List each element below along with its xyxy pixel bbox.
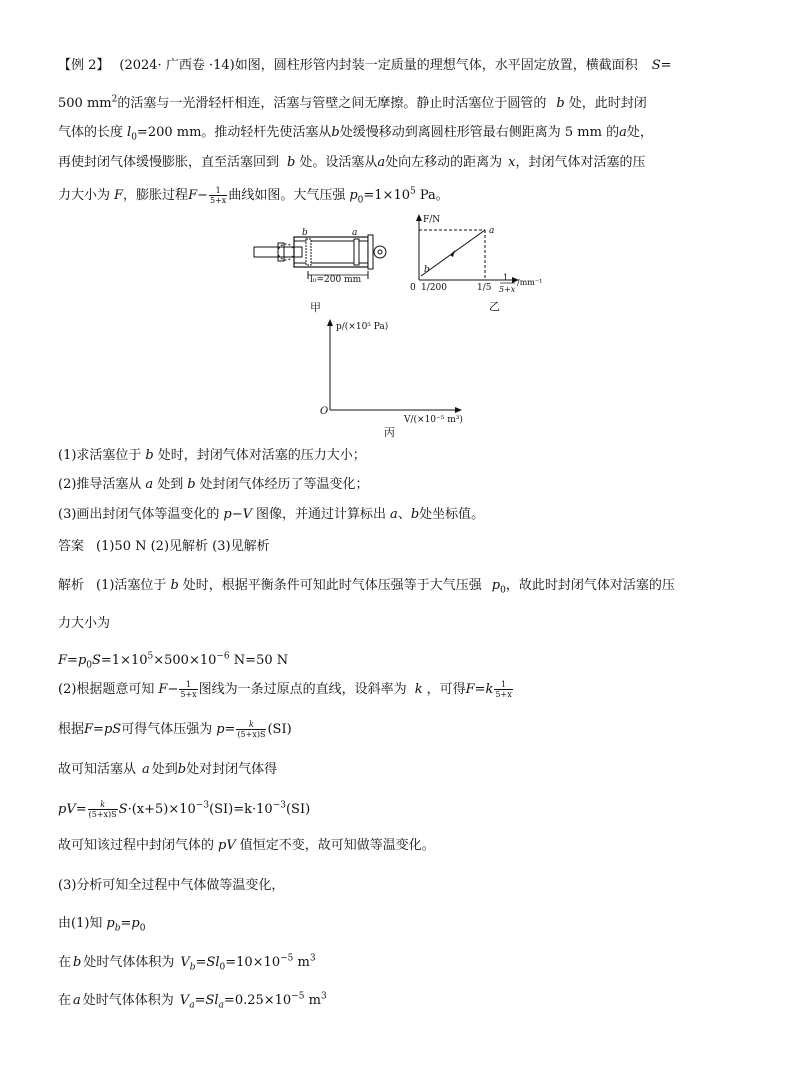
solution-text: ×500×10 bbox=[153, 653, 217, 668]
solution-line-1: 解析 (1)活塞位于 b 处时，根据平衡条件可知此时气体压强等于大气压强 $p_0$，故此时封闭气体对活塞的压 bbox=[58, 578, 675, 596]
problem-text: ，膨胀过程 bbox=[123, 188, 189, 203]
solution-text: 处到 bbox=[151, 762, 178, 777]
yi-point-b: b bbox=[424, 265, 430, 275]
jia-label-a: a bbox=[352, 228, 358, 238]
problem-text: 处。设活塞从 bbox=[299, 155, 378, 170]
solution-text: 处时气体体积为 bbox=[83, 955, 175, 970]
solution-line-7: pV= $\frac{k}{(5+x)S}$ $S\cdot(x+5)\times 10^{-3}(SI)=k\cdot 10^{-3}(SI)$ bbox=[58, 800, 311, 819]
area-value: 500 mm bbox=[58, 96, 112, 111]
problem-text: 再使封闭气体缓慢膨胀，直至活塞回到 bbox=[58, 155, 280, 170]
problem-text: 的活塞与一光滑轻杆相连，活塞与管壁之间无摩擦。静止时活塞位于圆管的 bbox=[117, 96, 547, 111]
answer-line bbox=[58, 537, 270, 557]
answer-label: 答案 bbox=[58, 539, 85, 554]
solution-text: 由(1)知 bbox=[58, 916, 103, 931]
jia-label-b: b bbox=[302, 228, 308, 238]
yi-origin: 0 bbox=[410, 283, 416, 293]
area-symbol: S= bbox=[651, 58, 672, 73]
yi-x-axis-unit: /mm⁻¹ bbox=[517, 278, 543, 287]
solution-line-3: $F=p_0S=1\times 10^5\times 500\times 10^{-6}$ N=50 N bbox=[58, 651, 289, 671]
solution-text: =1×10 bbox=[100, 653, 148, 668]
solution-text: (SI)=k·10 bbox=[209, 802, 273, 817]
solution-text: 故可知活塞从 bbox=[58, 762, 137, 777]
question-text: (3)画出封闭气体等温变化的 bbox=[58, 507, 220, 522]
figure-yi-graph bbox=[405, 212, 565, 312]
solution-text: N=50 N bbox=[229, 653, 289, 668]
solution-text: 处时，根据平衡条件可知此时气体压强等于大气压强 bbox=[182, 578, 482, 593]
solution-label: 解析 bbox=[58, 578, 85, 593]
problem-text: 处缓慢移动到离圆柱形管最右侧距离为 5 mm 的 bbox=[339, 125, 620, 140]
problem-text: 气体的长度 bbox=[58, 125, 124, 140]
problem-source: (2024· 广西卷 ·14) bbox=[119, 58, 235, 73]
solution-text: 在 bbox=[58, 955, 72, 970]
figure-bing-axes bbox=[312, 316, 492, 441]
solution-text: =10×10 bbox=[225, 955, 281, 970]
solution-line-4: (2)根据题意可知 F− $\frac{1}{5+x}$ 图线为一条过原点的直线，设斜率为 k ，可得F=k $\frac{1}{5+x}$ bbox=[58, 680, 512, 699]
solution-text: 值恒定不变，故可知做等温变化。 bbox=[239, 838, 435, 853]
solution-text: =0.25×10 bbox=[223, 993, 292, 1008]
solution-text: (SI) bbox=[285, 802, 311, 817]
figure-yi-caption: 乙 bbox=[489, 300, 500, 312]
solution-text: 力大小为 bbox=[58, 616, 111, 631]
question-text: 图像，并通过计算标出 bbox=[256, 507, 387, 522]
problem-text: 力大小为 bbox=[58, 188, 111, 203]
problem-text: 处向左移动的距离为 bbox=[385, 155, 503, 170]
problem-line-2: 500 $mm^2$的活塞与一光滑轻杆相连，活塞与管壁之间无摩擦。静止时活塞位于圆管的 b 处，此时封闭 bbox=[58, 94, 647, 111]
bing-origin: O bbox=[320, 406, 329, 417]
solution-line-5: 根据F=pS可得气体压强为 p= $\frac{k}{(5+x)S}$ (SI) bbox=[58, 720, 292, 739]
problem-text: 如图，圆柱形管内封装一定质量的理想气体，水平固定放置，横截面积 bbox=[234, 58, 638, 73]
problem-text: 处，此时封闭 bbox=[568, 96, 647, 111]
solution-text: ，可得 bbox=[426, 682, 466, 697]
solution-text: 在 bbox=[58, 993, 72, 1008]
yi-tick-2: 1/5 bbox=[477, 283, 492, 293]
solution-text: 图线为一条过原点的直线，设斜率为 bbox=[198, 682, 407, 697]
question-2: (2)推导活塞从 a 处到 b 处封闭气体经历了等温变化； bbox=[58, 477, 369, 492]
yi-x-axis-num: 1 bbox=[503, 273, 509, 282]
problem-line-5: 力大小为 F，膨胀过程F− $\frac{1}{5+x}$ 曲线如图。大气压强 $p_0=1\times 10^5$ Pa。 bbox=[58, 186, 449, 206]
example-tag: 【例 2】 bbox=[58, 58, 110, 73]
solution-line-12: 在 a 处时气体体积为 $V_a=Sl_a=0.25\times 10^{-5}$ $m^3$ bbox=[58, 991, 327, 1011]
question-text: 处时，封闭气体对活塞的压力大小； bbox=[157, 448, 366, 463]
yi-point-a: a bbox=[489, 226, 495, 236]
solution-text: ，故此时封闭气体对活塞的压 bbox=[505, 578, 675, 593]
jia-length-label: l₀=200 mm bbox=[310, 275, 362, 285]
solution-text: m bbox=[293, 955, 310, 970]
question-text: (1)求活塞位于 bbox=[58, 448, 142, 463]
solution-text: 根据 bbox=[58, 722, 85, 737]
answer-text: (1)50 N (2)见解析 (3)见解析 bbox=[96, 539, 270, 554]
problem-text: 曲线如图。大气压强 bbox=[228, 188, 346, 203]
solution-text: (1)活塞位于 bbox=[96, 578, 167, 593]
question-text: 处到 bbox=[157, 477, 184, 492]
question-text: 处封闭气体经历了等温变化； bbox=[199, 477, 369, 492]
yi-tick-1: 1/200 bbox=[421, 283, 447, 293]
solution-line-10: 由(1)知 $p_b=p_0$ bbox=[58, 916, 146, 934]
yi-y-axis-label: F/N bbox=[423, 215, 441, 225]
solution-text: 可得气体压强为 bbox=[121, 722, 213, 737]
figure-bing-caption: 丙 bbox=[384, 426, 395, 439]
solution-text: (SI) bbox=[267, 722, 292, 737]
bing-x-axis-label: V/(×10⁻⁵ m³) bbox=[404, 415, 463, 425]
problem-line-4: 再使封闭气体缓慢膨胀，直至活塞回到 b 处。设活塞从a处向左移动的距离为 x，封闭气体对活塞的压 bbox=[58, 155, 646, 170]
solution-text: 处对封闭气体得 bbox=[186, 762, 278, 777]
solution-text: (3)分析可知全过程中气体做等温变化， bbox=[58, 878, 285, 893]
solution-line-6: 故可知活塞从 a 处到b处对封闭气体得 bbox=[58, 762, 278, 777]
problem-text: =200 mm。推动轻杆先使活塞从 bbox=[136, 125, 332, 140]
problem-text: =1×10 bbox=[363, 188, 410, 203]
problem-text: 处， bbox=[626, 125, 653, 140]
figure-jia-apparatus bbox=[250, 225, 390, 315]
solution-text: ·(x+5)×10 bbox=[127, 802, 196, 817]
problem-text: Pa。 bbox=[415, 188, 449, 203]
solution-text: 处时气体体积为 bbox=[82, 993, 174, 1008]
problem-text: ，封闭气体对活塞的压 bbox=[515, 155, 646, 170]
solution-text: 故可知该过程中封闭气体的 bbox=[58, 838, 215, 853]
solution-line-11: 在 b 处时气体体积为 $V_b=Sl_0=10\times 10^{-5}$ $m^3$ bbox=[58, 953, 316, 973]
figure-jia-caption: 甲 bbox=[310, 301, 321, 314]
problem-line-3: 气体的长度 $l_0=200$ mm。推动轻杆先使活塞从b处缓慢移动到离圆柱形管最右侧距离为 5 mm 的a处， bbox=[58, 125, 653, 143]
solution-text: m bbox=[304, 993, 321, 1008]
problem-line-1 bbox=[58, 56, 672, 76]
bing-y-axis-label: p/(×10⁵ Pa) bbox=[336, 322, 389, 332]
solution-line-9 bbox=[58, 876, 284, 896]
question-text: 处坐标值。 bbox=[419, 507, 485, 522]
question-1: (1)求活塞位于 b 处时，封闭气体对活塞的压力大小； bbox=[58, 448, 366, 463]
yi-x-axis-den: 5+x bbox=[499, 285, 516, 294]
solution-line-8: 故可知该过程中封闭气体的 pV 值恒定不变，故可知做等温变化。 bbox=[58, 838, 435, 853]
question-3: (3)画出封闭气体等温变化的 p−V 图像，并通过计算标出 a、b处坐标值。 bbox=[58, 507, 485, 522]
solution-line-2 bbox=[58, 614, 110, 634]
question-text: (2)推导活塞从 bbox=[58, 477, 142, 492]
solution-text: (2)根据题意可知 bbox=[58, 682, 155, 697]
